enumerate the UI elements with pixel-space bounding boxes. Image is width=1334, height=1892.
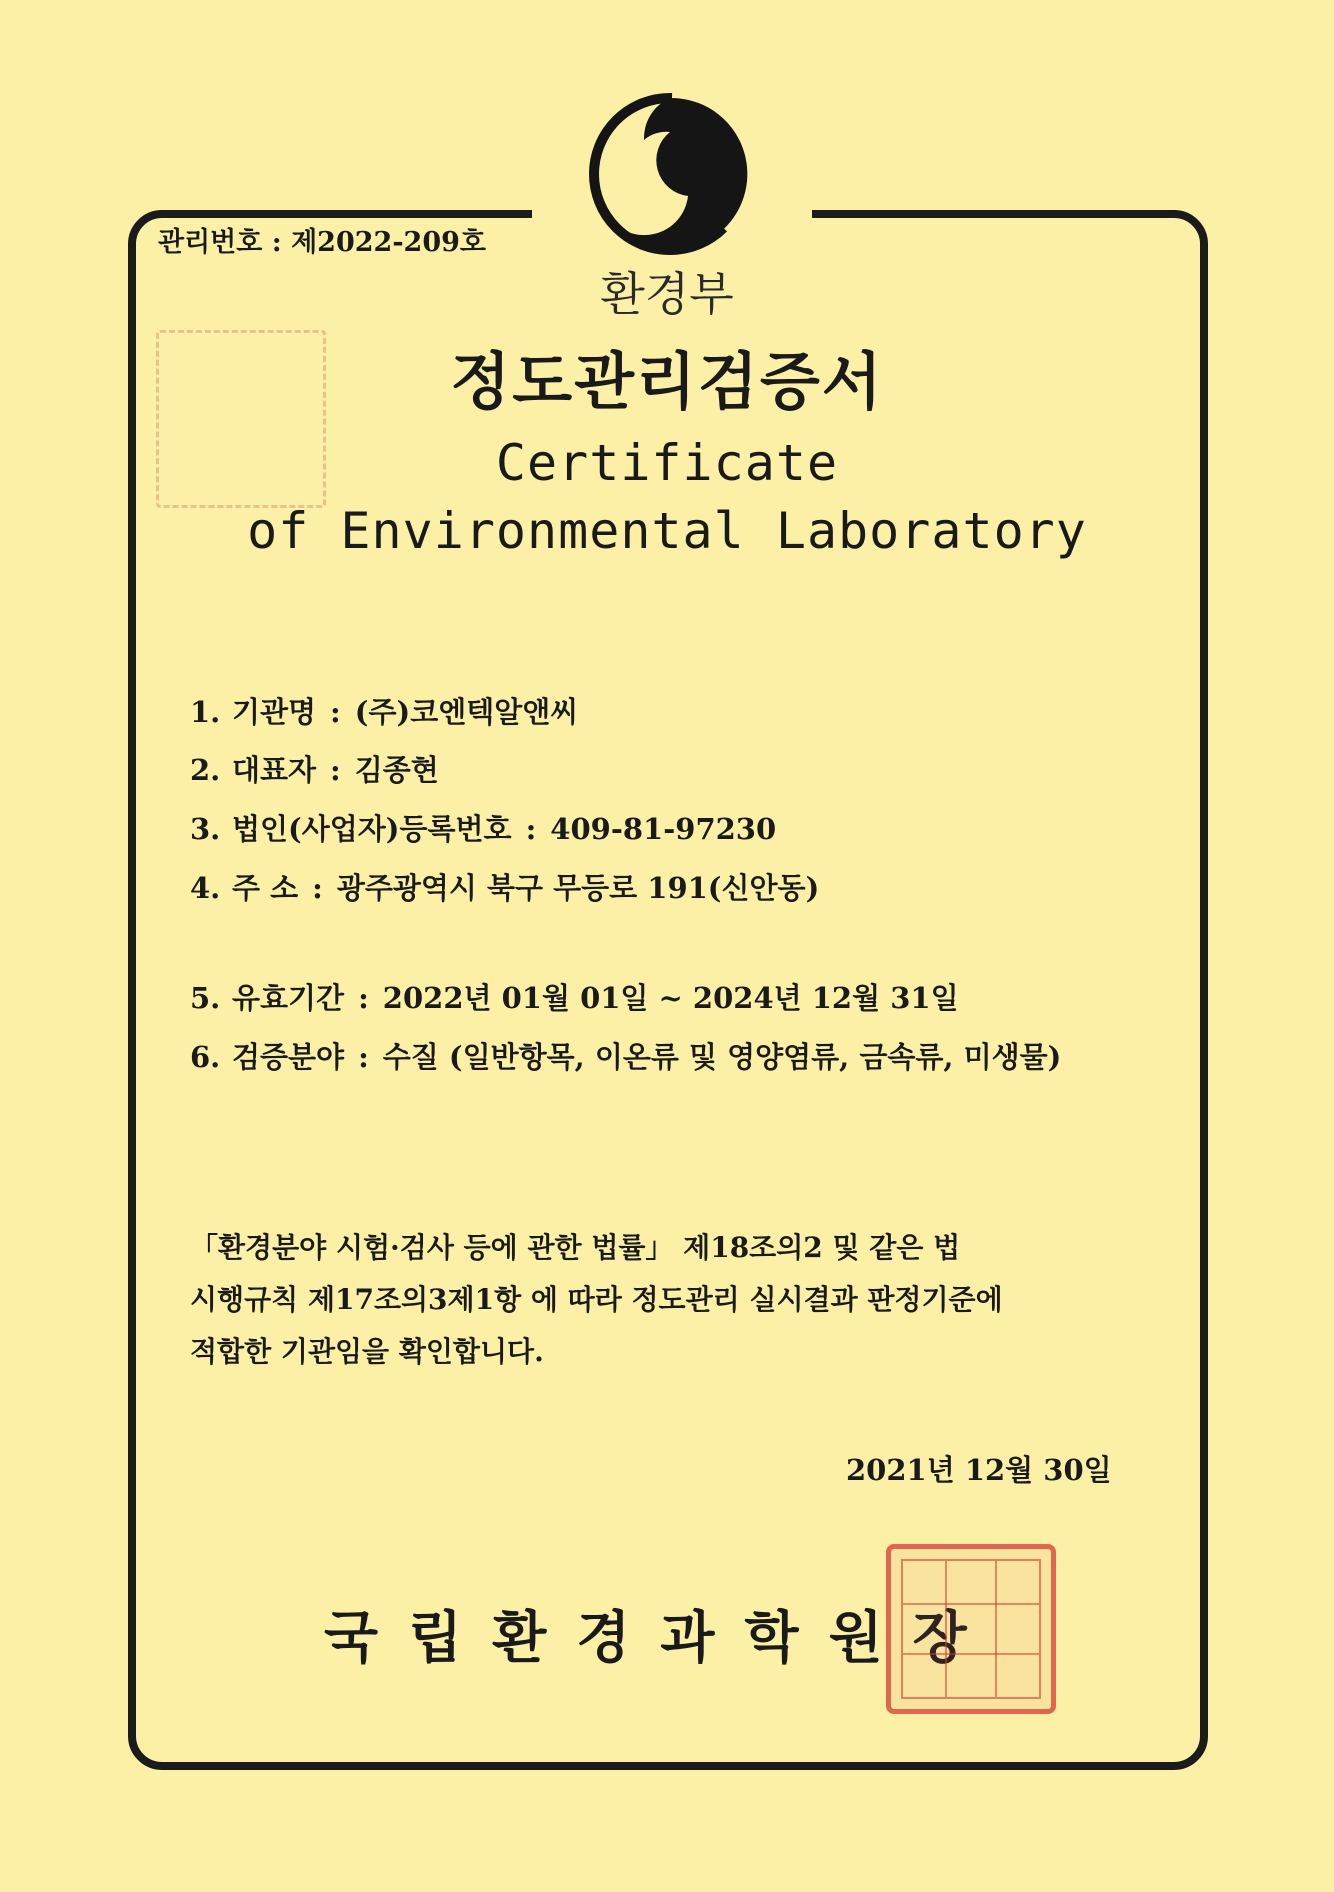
- statement-line: 적합한 기관임을 확인합니다.: [190, 1335, 544, 1368]
- english-title-line2: of Environmental Laboratory: [247, 502, 1087, 560]
- official-seal-icon: [886, 1544, 1056, 1714]
- field-registration-number: 3. 법인(사업자)등록번호 : 409-81-97230: [190, 812, 777, 846]
- statement-line: 시행규칙 제17조의3제1항 에 따라 정도관리 실시결과 판정기준에: [190, 1283, 1003, 1316]
- issue-date: 2021년 12월 30일: [846, 1453, 1112, 1487]
- ministry-name: 환경부: [600, 267, 734, 321]
- management-number: 관리번호 : 제2022-209호: [158, 227, 486, 258]
- field-verification-scope: 6. 검증분야 : 수질 (일반항목, 이온류 및 영양염류, 금속류, 미생물): [190, 1040, 1062, 1074]
- english-title-line1: Certificate: [495, 434, 839, 492]
- field-representative: 2. 대표자 : 김종현: [190, 753, 439, 787]
- field-institution: 1. 기관명 : (주)코엔텍알앤씨: [190, 695, 579, 729]
- korean-title: 정도관리검증서: [450, 345, 884, 418]
- certification-statement: [190, 1222, 1090, 1378]
- faint-stamp-mark: [156, 330, 326, 508]
- field-valid-period: 5. 유효기간 : 2022년 01월 01일 ~ 2024년 12월 31일: [190, 981, 959, 1015]
- statement-line: 「환경분야 시험·검사 등에 관한 법률」 제18조의2 및 같은 법: [190, 1231, 961, 1264]
- taegeuk-emblem-icon: [588, 92, 752, 256]
- field-address: 4. 주 소 : 광주광역시 북구 무등로 191(신안동): [190, 871, 820, 905]
- issuer-name: 국립환경과학원장: [324, 1606, 997, 1671]
